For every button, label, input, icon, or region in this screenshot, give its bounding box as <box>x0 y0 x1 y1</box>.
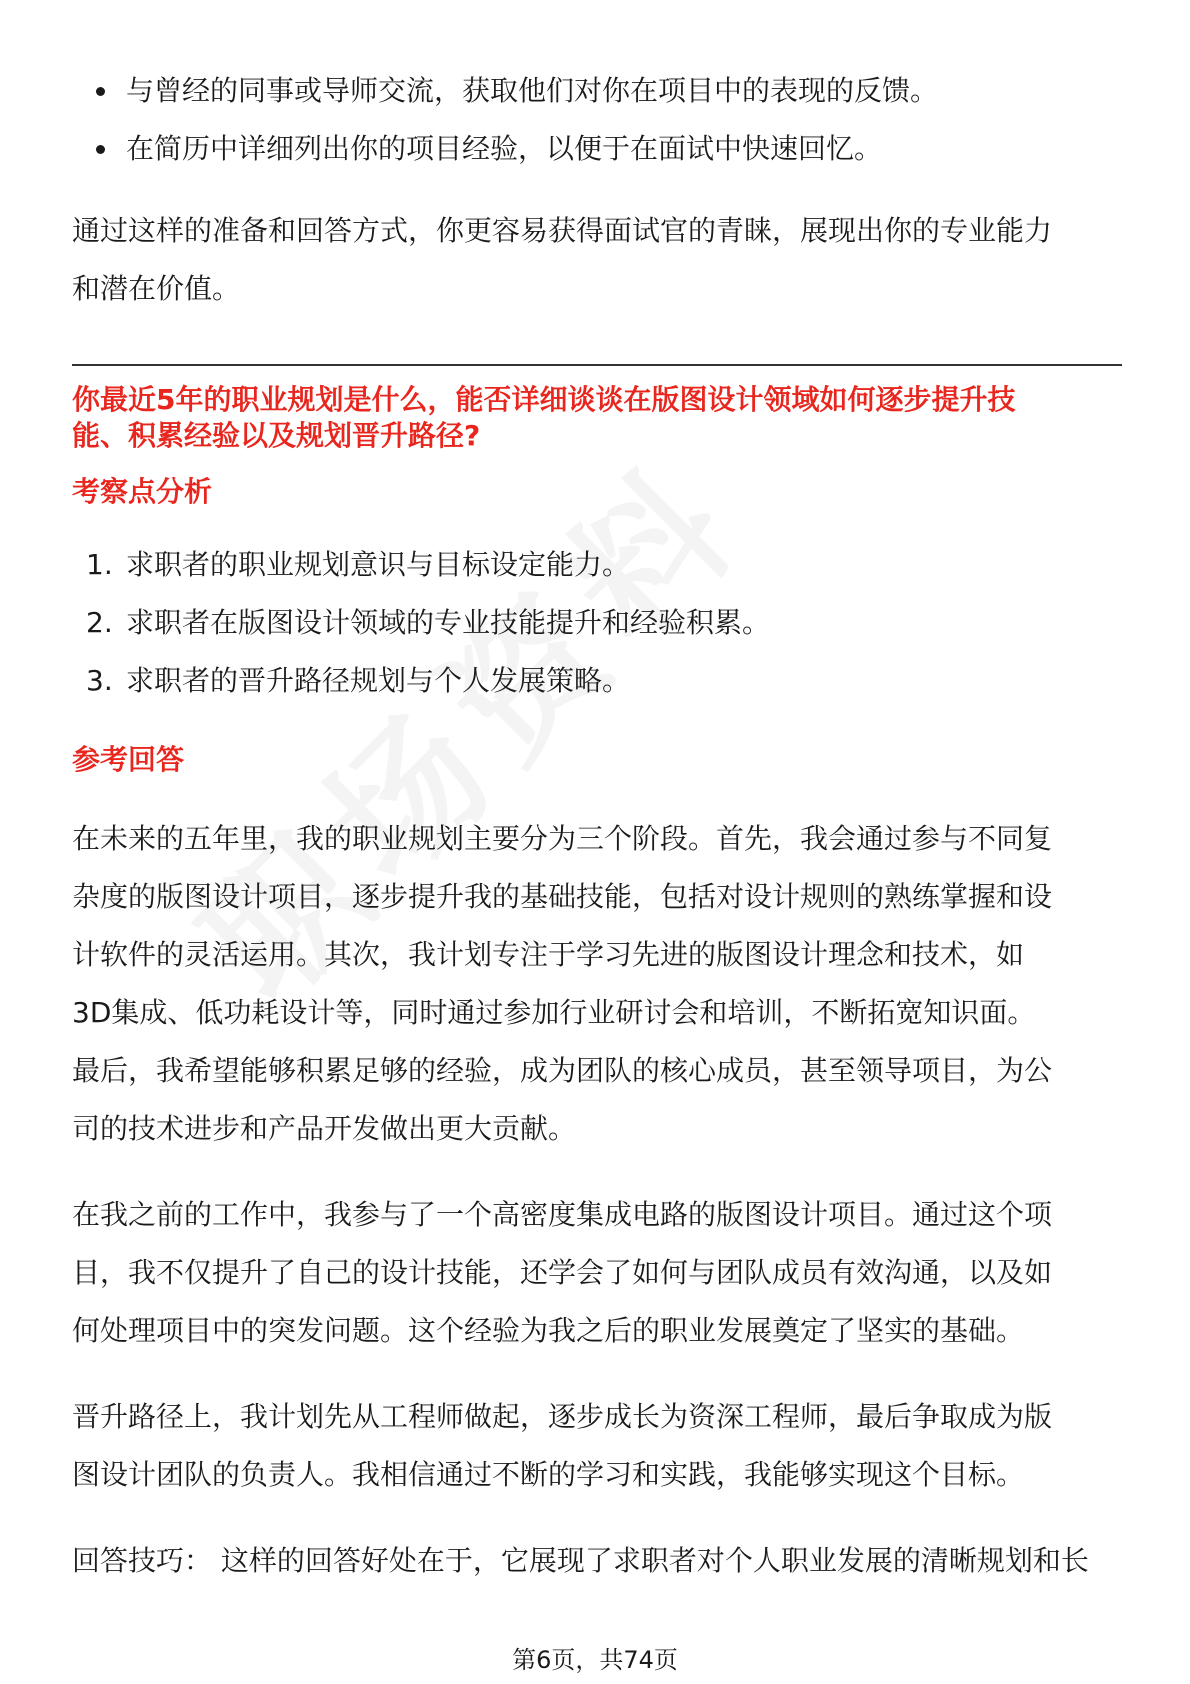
bullet-text: 与曾经的同事或导师交流，获取他们对你在项目中的表现的反馈。 <box>126 74 939 107</box>
item-number: 1. <box>86 548 113 581</box>
analysis-list <box>72 536 1122 710</box>
answer-title: 参考回答 <box>72 743 185 776</box>
summary-paragraph: 通过这样的准备和回答方式，你更容易获得面试官的青睐，展现出你的专业能力和潜在价值。 <box>72 214 1053 305</box>
list-item <box>72 120 1122 178</box>
answer-paragraph: 在我之前的工作中，我参与了一个高密度集成电路的版图设计项目。通过这个项目，我不仅提升了自己的设计技能，还学会了如何与团队成员有效沟通，以及如何处理项目中的突发问题。这个经验为我之后的职业发展奠定了坚实的基础。 <box>72 1198 1053 1347</box>
item-number: 2. <box>86 606 113 639</box>
list-item <box>72 536 1122 594</box>
bullet-dot-icon <box>96 87 105 96</box>
question-heading: 你最近5年的职业规划是什么，能否详细谈谈在版图设计领域如何逐步提升技能、积累经验以及规划晋升路径? <box>72 383 1016 452</box>
bullet-text: 在简历中详细列出你的项目经验，以便于在面试中快速回忆。 <box>126 132 883 165</box>
item-text: 求职者的职业规划意识与目标设定能力。 <box>126 548 631 581</box>
list-item <box>72 594 1122 652</box>
answer-tips: 回答技巧： 这样的回答好处在于，它展现了求职者对个人职业发展的清晰规划和长 <box>72 1544 1089 1577</box>
list-item <box>72 652 1122 710</box>
analysis-title: 考察点分析 <box>72 475 213 508</box>
item-number: 3. <box>86 664 113 697</box>
list-item <box>72 62 1122 120</box>
item-text: 求职者的晋升路径规划与个人发展策略。 <box>126 664 631 697</box>
page-number: 第6页，共74页 <box>512 1646 678 1674</box>
bullet-list <box>72 62 1122 178</box>
page-content <box>72 70 1122 1590</box>
section-divider <box>72 364 1122 366</box>
answer-paragraph: 晋升路径上，我计划先从工程师做起，逐步成长为资深工程师，最后争取成为版图设计团队的负责人。我相信通过不断的学习和实践，我能够实现这个目标。 <box>72 1400 1053 1491</box>
item-text: 求职者在版图设计领域的专业技能提升和经验积累。 <box>126 606 771 639</box>
answer-paragraph: 在未来的五年里，我的职业规划主要分为三个阶段。首先，我会通过参与不同复杂度的版图设计项目，逐步提升我的基础技能，包括对设计规则的熟练掌握和设计软件的灵活运用。其次，我计划专注于学习先进的版图设计理念和技术，如3D集成、低功耗设计等，同时通过参加行业研讨会和培训，不断拓宽知识面。最后，我希望能够积累足够的经验，成为团队的核心成员，甚至领导项目，为公司的技术进步和产品开发做出更大贡献。 <box>72 822 1053 1145</box>
bullet-dot-icon <box>96 145 105 154</box>
